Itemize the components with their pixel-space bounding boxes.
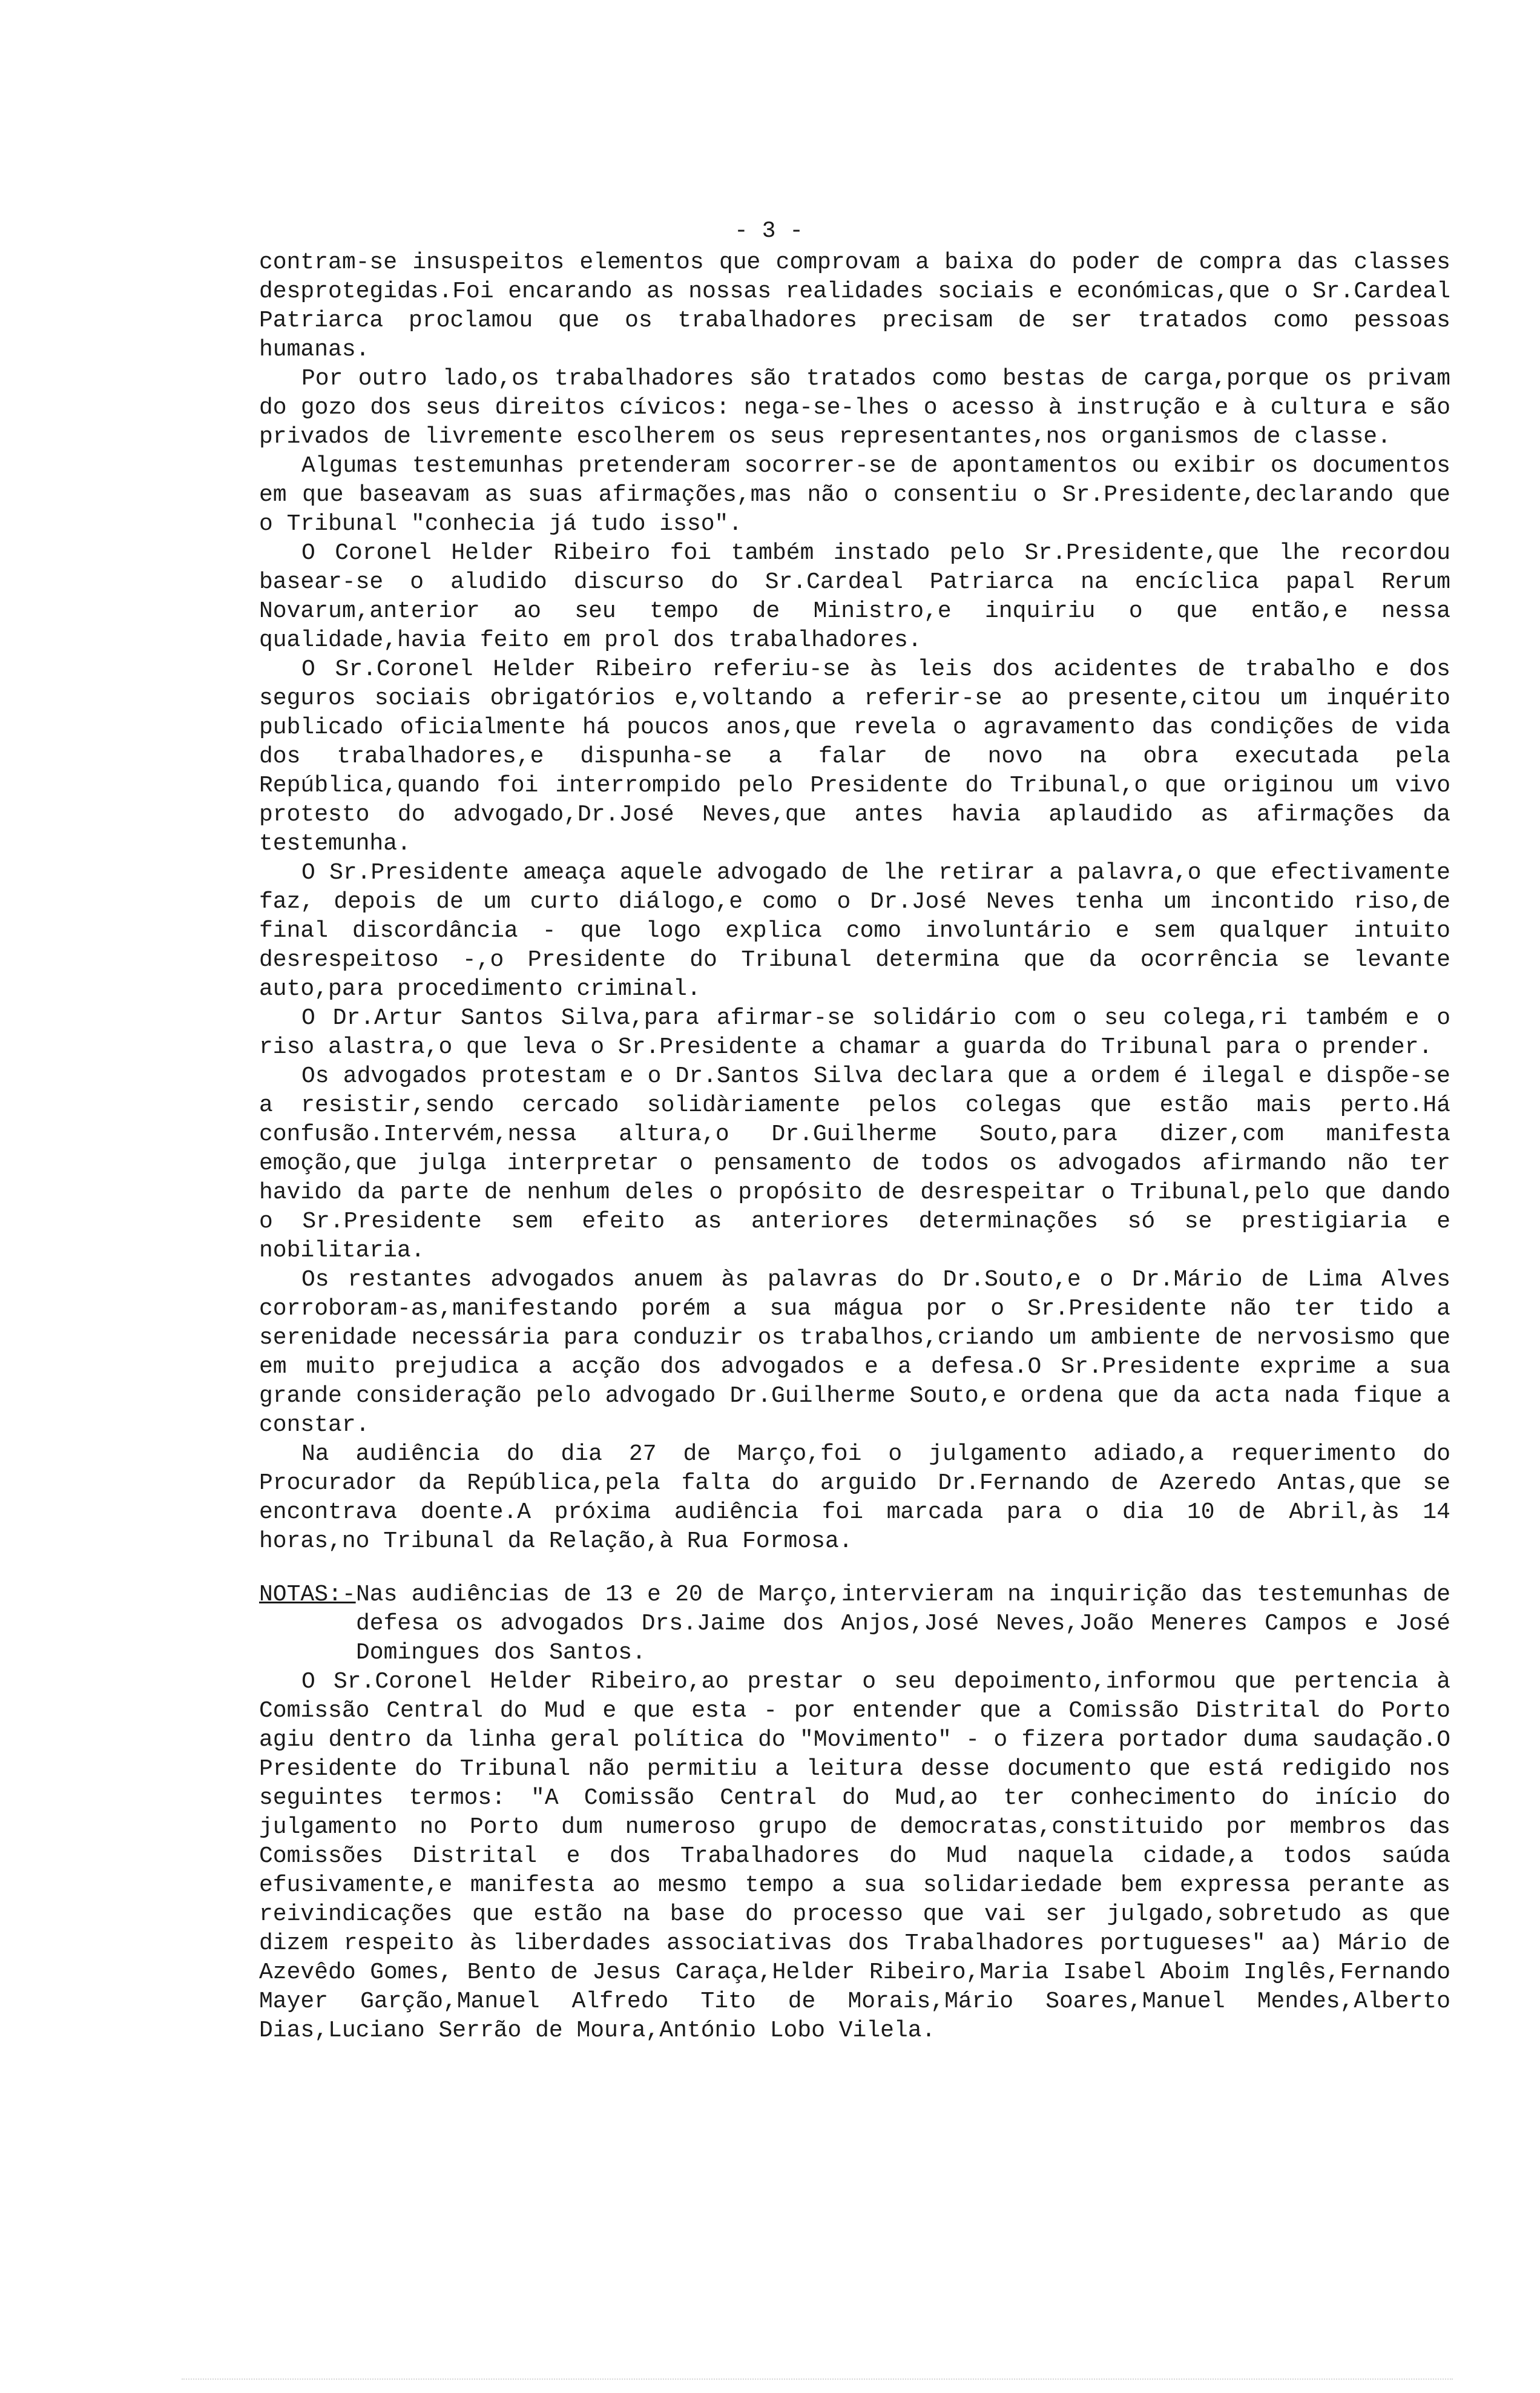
paragraph-1: contram-se insuspeitos elementos que comprovam a baixa do poder de compra das classes desprotegidas.Foi encarando as nossas realidades sociais e económicas,que o Sr.Cardeal Patriarca proclamou que os trabalhadores precisam de ser tratados como pessoas humanas.: [259, 249, 1450, 363]
page-number: - 3 -: [734, 218, 804, 244]
paragraph-6: O Sr.Presidente ameaça aquele advogado de lhe retirar a palavra,o que efectivamente faz, depois de um curto diálogo,e como o Dr.José Neves tenha um incontido riso,de final discordância - que logo explica como involuntário e sem qualquer intuito desrespeitoso -,o Presidente do Tribunal determina que da ocorrência se levante auto,para procedimento criminal.: [259, 860, 1450, 1002]
paragraph-7: O Dr.Artur Santos Silva,para afirmar-se solidário com o seu colega,ri também e o riso alastra,o que leva o Sr.Presidente a chamar a guarda do Tribunal para o prender.: [259, 1005, 1450, 1060]
document-body: [259, 248, 1450, 2045]
paragraph-8: Os advogados protestam e o Dr.Santos Silva declara que a ordem é ilegal e dispõe-se a resistir,sendo cercado solidàriamente pelos colegas que estão mais perto.Há confusão.Intervém,nessa altura,o Dr.Guilherme Souto,para dizer,com manifesta emoção,que julga interpretar o pensamento de todos os advogados afirmando não ter havido da parte de nenhum deles o propósito de desrespeitar o Tribunal,pelo que dando o Sr.Presidente sem efeito as anteriores determinações só se prestigiaria e nobilitaria.: [259, 1063, 1450, 1264]
paragraph-9: Os restantes advogados anuem às palavras do Dr.Souto,e o Dr.Mário de Lima Alves corroboram-as,manifestando porém a sua mágua por o Sr.Presidente não ter tido a serenidade necessária para conduzir os trabalhos,criando um ambiente de nervosismo que em muito prejudica a acção dos advogados e a defesa.O Sr.Presidente exprime a sua grande consideração pelo advogado Dr.Guilherme Souto,e ordena que da acta nada fique a constar.: [259, 1267, 1450, 1438]
footer-rule: [182, 2378, 1453, 2381]
notes-second: O Sr.Coronel Helder Ribeiro,ao prestar o seu depoimento,informou que pertencia à Comissão Central do Mud e que esta - por entender que a Comissão Distrital do Porto agiu dentro da linha geral política do "Movimento" - o fizera portador duma saudação.O Presidente do Tribunal não permitiu a leitura desse documento que está redigido nos seguintes termos: "A Comissão Central do Mud,ao ter conhecimento do início do julgamento no Porto dum numeroso grupo de democratas,constituido por membros das Comissões Distrital e dos Trabalhadores do Mud naquela cidade,a todos saúda efusivamente,e manifesta ao mesmo tempo a sua solidariedade bem expressa perante as reivindicações que estão na base do processo que vai ser julgado,sobretudo as que dizem respeito às liberdades associativas dos Trabalhadores portugueses" aa) Mário de Azevêdo Gomes, Bento de Jesus Caraça,Helder Ribeiro,Maria Isabel Aboim Inglês,Fernando Mayer Garção,Manuel Alfredo Tito de Morais,Mário Soares,Manuel Mendes,Alberto Dias,Luciano Serrão de Moura,António Lobo Vilela.: [259, 1669, 1450, 2044]
paragraph-10: Na audiência do dia 27 de Março,foi o julgamento adiado,a requerimento do Procurador da República,pela falta do arguido Dr.Fernando de Azeredo Antas,que se encontrava doente.A próxima audiência foi marcada para o dia 10 de Abril,às 14 horas,no Tribunal da Relação,à Rua Formosa.: [259, 1441, 1450, 1554]
paragraph-4: O Coronel Helder Ribeiro foi também instado pelo Sr.Presidente,que lhe recordou basear-se o aludido discurso do Sr.Cardeal Patriarca na encíclica papal Rerum Novarum,anterior ao seu tempo de Ministro,e inquiriu o que então,e nessa qualidade,havia feito em prol dos trabalhadores.: [259, 540, 1450, 653]
notes-first: Nas audiências de 13 e 20 de Março,intervieram na inquirição das testemunhas de defesa os advogados Drs.Jaime dos Anjos,José Neves,João Meneres Campos e José Domingues dos Santos.: [356, 1582, 1450, 1666]
notes-section: [259, 1580, 1450, 2045]
section-gap: [259, 1556, 1450, 1580]
notes-label: NOTAS:-: [259, 1582, 356, 1608]
paragraph-3: Algumas testemunhas pretenderam socorrer-se de apontamentos ou exibir os documentos em que baseavam as suas afirmações,mas não o consentiu o Sr.Presidente,declarando que o Tribunal "conhecia já tudo isso".: [259, 453, 1450, 537]
paragraph-5: O Sr.Coronel Helder Ribeiro referiu-se às leis dos acidentes de trabalho e dos seguros sociais obrigatórios e,voltando a referir-se ao presente,citou um inquérito publicado oficialmente há poucos anos,que revela o agravamento das condições de vida dos trabalhadores,e dispunha-se a falar de novo na obra executada pela República,quando foi interrompido pelo Presidente do Tribunal,o que originou um vivo protesto do advogado,Dr.José Neves,que antes havia aplaudido as afirmações da testemunha.: [259, 656, 1450, 857]
paragraph-2: Por outro lado,os trabalhadores são tratados como bestas de carga,porque os privam do gozo dos seus direitos cívicos: nega-se-lhes o acesso à instrução e à cultura e são privados de livremente escolherem os seus representantes,nos organismos de classe.: [259, 366, 1450, 450]
